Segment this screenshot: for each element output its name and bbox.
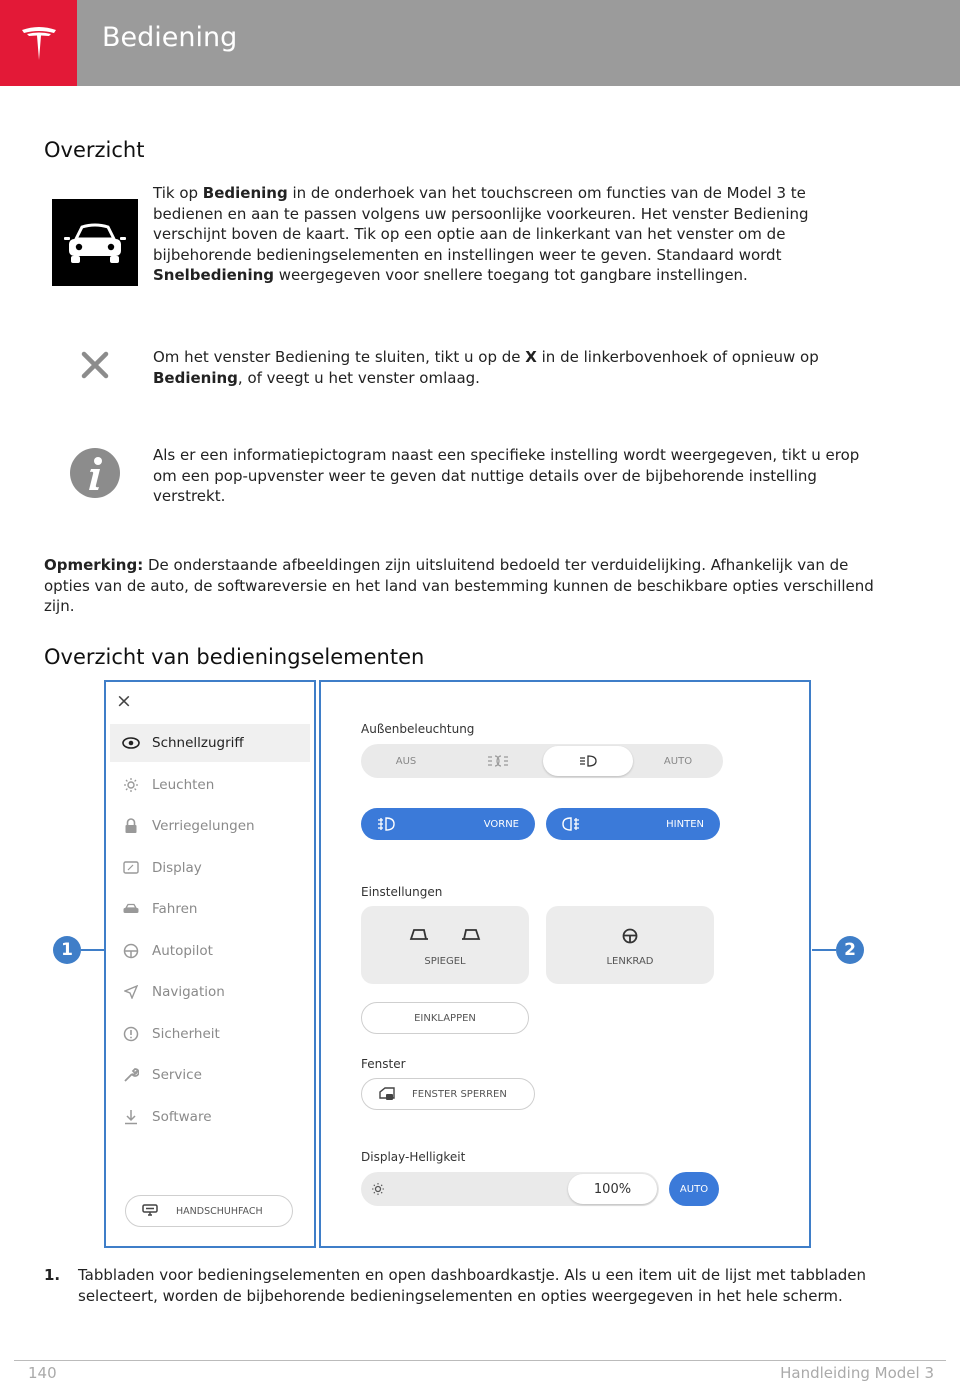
callout-2-line <box>812 949 836 951</box>
eye-icon <box>122 734 140 752</box>
tab-schnellzugriff[interactable] <box>110 724 310 762</box>
list-item-text: Tabbladen voor bedieningselementen en open dashboardkastje. Als u een item uit de lijst met tabbladen selecteert, worden de bijbehorende bedieningselementen en opties weergegeven in het hele scherm. <box>78 1266 867 1305</box>
screen-close-button[interactable]: × <box>116 690 132 712</box>
glovebox-label: HANDSCHUHFACH <box>176 1205 263 1217</box>
tab-leuchten[interactable] <box>110 766 310 804</box>
steering-label: LENKRAD <box>606 956 654 967</box>
front-fog-label: VORNE <box>483 818 519 830</box>
tab-label: Autopilot <box>152 943 213 959</box>
callout-1: 1 <box>53 936 81 964</box>
parking-lights-icon <box>487 755 509 767</box>
glovebox-icon <box>142 1204 158 1218</box>
tab-sicherheit[interactable] <box>110 1015 310 1053</box>
lock-icon <box>122 817 140 835</box>
rear-fog-label: HINTEN <box>666 818 704 830</box>
alert-circle-icon <box>122 1025 140 1043</box>
manual-name: Handleiding Model 3 <box>780 1364 934 1382</box>
mirror-label: SPIEGEL <box>424 956 466 967</box>
car-controls-icon <box>52 199 138 286</box>
tesla-logo-icon <box>0 0 77 86</box>
sun-icon <box>122 776 140 794</box>
brightness-handle[interactable]: 100% <box>568 1174 657 1204</box>
exterior-lights-title: Außenbeleuchtung <box>361 722 475 736</box>
footer-divider <box>14 1360 946 1361</box>
tab-label: Fahren <box>152 901 198 917</box>
fold-mirrors-button[interactable]: EINKLAPPEN <box>361 1002 529 1034</box>
tab-label: Schnellzugriff <box>152 735 244 751</box>
callout-2: 2 <box>836 936 864 964</box>
steering-wheel-icon <box>122 942 140 960</box>
tab-display[interactable] <box>110 849 310 887</box>
callout-1-line <box>81 949 104 951</box>
brightness-auto-button[interactable]: AUTO <box>669 1172 719 1206</box>
paragraph-controls-intro: Tik op Bediening in de onderhoek van het touchscreen om functies van de Model 3 te bedienen en aan te passen volgens uw persoonlijke voorkeuren. Het venster Bediening verschijnt boven de kaart. Tik op een optie aan de linkerkant van het venster om de bijbehorende bedieningselementen en instellingen weer te geven. Standaard wordt Snelbediening weergegeven voor snellere toegang tot gangbare instellingen. <box>153 184 809 284</box>
settings-title: Einstellungen <box>361 885 443 899</box>
brightness-title: Display-Helligkeit <box>361 1150 466 1164</box>
car-icon <box>122 900 140 918</box>
brightness-sun-icon <box>371 1182 385 1196</box>
section-heading-overview: Overzicht <box>44 138 145 162</box>
tab-label: Display <box>152 860 202 876</box>
wrench-icon <box>122 1066 140 1084</box>
rear-fog-icon <box>562 817 580 831</box>
page-title: Bediening <box>102 22 238 53</box>
tab-software[interactable] <box>110 1098 310 1136</box>
tab-label: Software <box>152 1109 212 1125</box>
rear-fog-button[interactable] <box>546 808 720 840</box>
lights-off-option[interactable]: AUS <box>395 755 417 767</box>
low-beam-icon <box>579 755 597 767</box>
close-icon <box>80 350 110 380</box>
window-title: Fenster <box>361 1057 406 1071</box>
mirror-icon <box>409 928 481 942</box>
page-header <box>0 0 960 86</box>
section-heading-controls: Overzicht van bedieningselementen <box>44 645 425 669</box>
front-fog-button[interactable] <box>361 808 535 840</box>
display-icon <box>122 859 140 877</box>
front-fog-icon <box>377 817 395 831</box>
tab-label: Verriegelungen <box>152 818 255 834</box>
glovebox-button[interactable] <box>125 1195 293 1227</box>
mirror-card[interactable] <box>361 906 529 984</box>
list-item-number: 1. <box>44 1266 61 1284</box>
tab-label: Leuchten <box>152 777 215 793</box>
tab-fahren[interactable] <box>110 890 310 928</box>
tab-label: Sicherheit <box>152 1026 220 1042</box>
parking-lights-option[interactable] <box>453 744 543 778</box>
lights-auto-option[interactable]: AUTO <box>663 755 693 767</box>
window-lock-icon <box>378 1086 396 1102</box>
low-beam-option[interactable] <box>543 744 633 778</box>
tab-navigation[interactable] <box>110 973 310 1011</box>
tab-autopilot[interactable] <box>110 932 310 970</box>
navigation-arrow-icon <box>122 983 140 1001</box>
steering-wheel-icon <box>622 928 638 944</box>
page-number: 140 <box>28 1364 57 1382</box>
paragraph-close-window: Om het venster Bediening te sluiten, tikt u op de X in de linkerbovenhoek of opnieuw op Bediening, of veegt u het venster omlaag. <box>153 348 819 387</box>
download-icon <box>122 1108 140 1126</box>
tab-service[interactable] <box>110 1056 310 1094</box>
window-lock-button[interactable] <box>361 1078 535 1110</box>
info-icon <box>69 447 121 499</box>
tab-verriegelungen[interactable] <box>110 807 310 845</box>
tab-label: Navigation <box>152 984 225 1000</box>
steering-card[interactable] <box>546 906 714 984</box>
note-paragraph: Opmerking: De onderstaande afbeeldingen zijn uitsluitend bedoeld ter verduidelijking. Afhankelijk van de opties van de auto, de softwareversie en het land van bestemming kunnen de beschikbare opties verschillend zijn. <box>44 556 874 615</box>
window-lock-label: FENSTER SPERREN <box>412 1088 507 1100</box>
paragraph-info-popup: Als er een informatiepictogram naast een specifieke instelling wordt weergegeven, tikt u erop om een pop-upvenster weer te geven dat nuttige details over de bijbehorende instelling verstrekt. <box>153 446 860 505</box>
tab-label: Service <box>152 1067 202 1083</box>
